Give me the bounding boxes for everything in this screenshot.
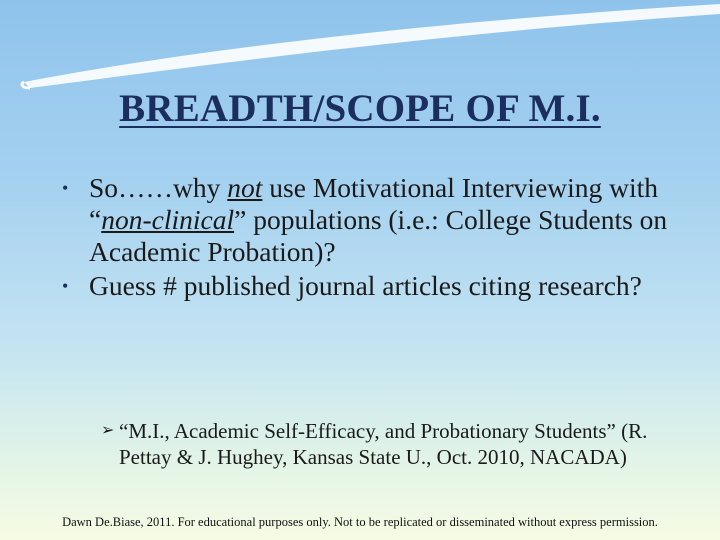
emphasis-non-clinical: non-clinical	[101, 204, 235, 235]
sub-bullet-text: “M.I., Academic Self-Efficacy, and Probationary Students” (R. Pettay & J. Hughey, Kansas State U., Oct. 2010, NACADA)	[119, 419, 648, 469]
bullet-text: So……why	[89, 172, 228, 203]
bullet-text: use Motivational Interviewing with “	[89, 172, 659, 235]
bullet-item	[60, 270, 700, 302]
arrow-bullet-icon: ➢	[101, 422, 115, 439]
footer-copyright: Dawn De.Biase, 2011. For educational purposes only. Not to be replicated or disseminated without express permission.	[62, 515, 658, 529]
bullet-item	[60, 172, 700, 268]
sub-bullet	[101, 418, 699, 470]
bullet-dot-icon: •	[62, 276, 69, 296]
bullet-list	[60, 172, 700, 304]
emphasis-not: not	[227, 172, 263, 203]
slide-title: BREADTH/SCOPE OF M.I.	[119, 87, 601, 130]
bullet-text: ” populations (i.e.: College Students on Academic Probation)?	[89, 204, 668, 267]
bullet-text: Guess # published journal articles citing research?	[89, 270, 642, 301]
bullet-dot-icon: •	[62, 178, 69, 198]
